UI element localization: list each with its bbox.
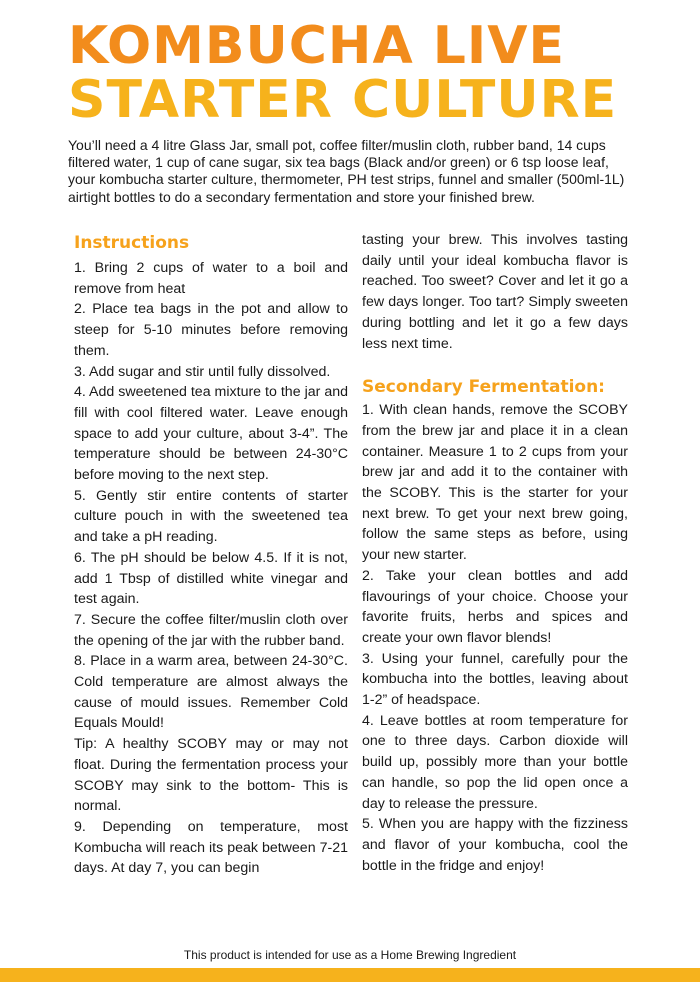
instruction-step: 2. Place tea bags in the pot and allow to steep for 5-10 minutes before removing them.	[74, 301, 348, 359]
instruction-step: 1. Bring 2 cups of water to a boil and remove from heat	[74, 260, 348, 297]
secondary-step: 4. Leave bottles at room temperature for one to three days. Carbon dioxide will build up, possibly more than your bottle can handle, so pop the lid open once a day to release the pressure.	[362, 712, 628, 812]
instruction-step: 3. Add sugar and stir until fully dissolved.	[74, 363, 331, 380]
secondary-step: 3. Using your funnel, carefully pour the kombucha into the bottles, leaving about 1-2” of headspace.	[362, 650, 628, 709]
left-column	[74, 232, 348, 879]
secondary-fermentation-heading: Secondary Fermentation:	[362, 377, 605, 398]
instruction-step: 9. Depending on temperature, most Kombucha will reach its peak between 7-21 days. At day 7, you can begin	[74, 818, 348, 877]
page-title	[68, 16, 668, 130]
instruction-step: 7. Secure the coffee filter/muslin cloth over the opening of the jar with the rubber band.	[74, 611, 348, 649]
instruction-step: 4. Add sweetened tea mixture to the jar and fill with cool filtered water. Leave enough space to add your culture, about 3-4”. The temperature should be between 24-30°C before moving to the next step.	[74, 384, 348, 484]
footer-disclaimer: This product is intended for use as a Home Brewing Ingredient	[183, 948, 517, 962]
instruction-continuation: tasting your brew. This involves tasting daily until your ideal kombucha flavor is reached. Too sweet? Cover and let it go a few days longer. Too tart? Simply sweeten during bottling and let it go a few days less next time.	[362, 232, 628, 352]
footer-bar	[0, 968, 700, 982]
instruction-tip: Tip: A healthy SCOBY may or may not float. During the fermentation process your SCOBY may sink to the bottom- This is normal.	[74, 736, 348, 815]
secondary-step: 2. Take your clean bottles and add flavourings of your choice. Choose your favorite fruits, herbs and spices and create your own flavor blends!	[362, 567, 628, 646]
secondary-step: 5. When you are happy with the fizziness and flavor of your kombucha, cool the bottle in the fridge and enjoy!	[362, 816, 628, 874]
instructions-heading: Instructions	[74, 233, 190, 253]
title-line-1: KOMBUCHA LIVE	[68, 16, 566, 76]
secondary-step: 1. With clean hands, remove the SCOBY from the brew jar and place it in a clean container. Measure 1 to 2 cups from your brew jar and add it to the container with the SCOBY. This is the starter for your next brew. To get your next brew going, follow the same steps as before, using your new starter.	[362, 402, 628, 564]
title-line-2: STARTER CULTURE	[68, 70, 618, 130]
right-column	[362, 230, 628, 876]
intro-paragraph: You’ll need a 4 litre Glass Jar, small pot, coffee filter/muslin cloth, rubber band, 14 cups filtered water, 1 cup of cane sugar, six tea bags (Black and/or green) or 6 tsp loose leaf, your kombucha starter culture, thermometer, PH test strips, funnel and smaller (500ml-1L) airtight bottles to do a secondary fermentation and store your finished brew.	[68, 137, 625, 205]
instruction-step: 5. Gently stir entire contents of starter culture pouch in with the sweetened tea and take a pH reading.	[74, 487, 348, 546]
instruction-step: 8. Place in a warm area, between 24-30°C. Cold temperature are almost always the cause of mould issues. Remember Cold Equals Mould!	[74, 653, 348, 732]
instruction-step: 6. The pH should be below 4.5. If it is not, add 1 Tbsp of distilled white vinegar and test again.	[74, 549, 348, 608]
